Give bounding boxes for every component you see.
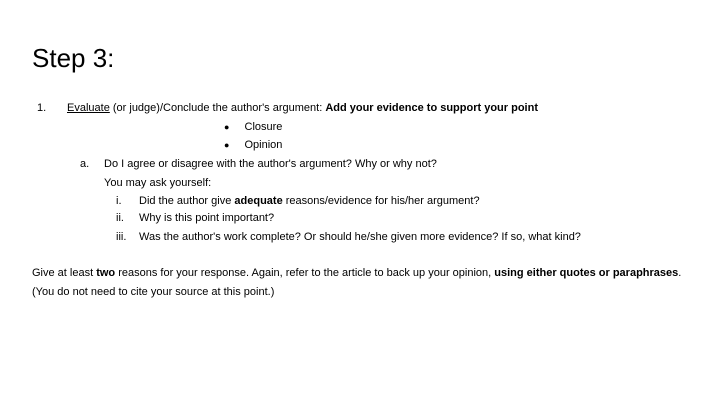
footer-bold-quotes: using either quotes or paraphrases (494, 267, 679, 279)
roman-item-i (139, 195, 480, 207)
roman-i-post: reasons/evidence for his/her argument? (282, 195, 480, 207)
list-letter-a: a. (80, 158, 90, 170)
footer-pre: Give at least (32, 267, 97, 279)
page-title: Step 3: (32, 43, 115, 73)
footer-line-2: (You do not need to cite your source at this point.) (32, 286, 275, 298)
footer-mid: reasons for your response. Again, refer to the article to back up your opinion, (115, 267, 495, 279)
roman-i-pre: Did the author give (139, 195, 235, 207)
bullet-label: Closure (244, 121, 283, 133)
footer-line-1 (32, 267, 681, 279)
bullet-opinion (224, 139, 282, 151)
footer-end: . (678, 267, 682, 279)
item-1-mid: (or judge)/Conclude the author's argument: (109, 102, 326, 114)
list-number-1: 1. (37, 102, 47, 114)
bullet-icon: ● (224, 140, 230, 150)
bullet-label: Opinion (244, 139, 283, 151)
roman-item-ii: Why is this point important? (139, 212, 275, 224)
item-1-bold: Add your evidence to support your point (325, 102, 538, 114)
evaluate-underlined: Evaluate (67, 102, 110, 114)
roman-num-ii: ii. (116, 212, 124, 224)
roman-item-iii: Was the author's work complete? Or should he/she given more evidence? If so, what kind? (139, 231, 581, 243)
roman-num-i: i. (116, 195, 122, 207)
prompt-text: You may ask yourself: (104, 177, 212, 189)
roman-i-bold: adequate (234, 195, 283, 207)
roman-num-iii: iii. (116, 231, 127, 243)
footer-bold-two: two (96, 267, 116, 279)
bullet-closure (224, 121, 282, 133)
bullet-icon: ● (224, 122, 230, 132)
item-1-text (67, 102, 538, 114)
question-text: Do I agree or disagree with the author's argument? Why or why not? (104, 158, 437, 170)
